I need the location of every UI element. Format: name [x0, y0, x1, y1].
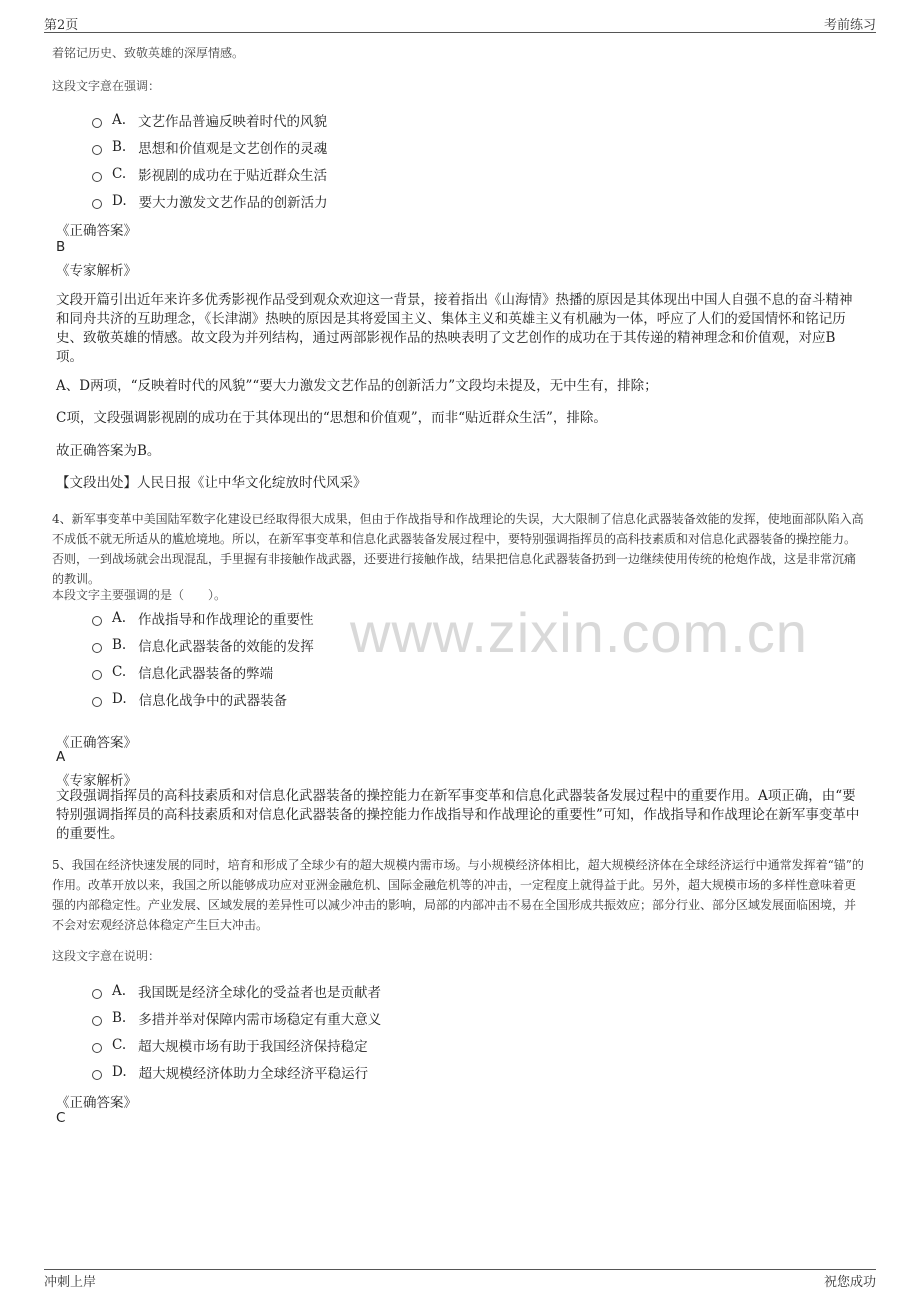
option-letter: C. [112, 1037, 127, 1053]
q5-answer-label: 《正确答案》 [56, 1095, 137, 1111]
header-title: 考前练习 [823, 18, 876, 33]
option-text: 超大规模经济体助力全球经济平稳运行 [138, 1066, 369, 1082]
q5-option-b[interactable] [92, 1007, 381, 1029]
option-letter: D. [112, 1064, 127, 1080]
option-text: 影视剧的成功在于贴近群众生活 [138, 168, 328, 184]
option-letter: B. [112, 637, 127, 653]
radio-icon[interactable] [92, 118, 102, 128]
page-number: 第2页 [44, 18, 79, 33]
radio-icon[interactable] [92, 643, 102, 653]
q4-analysis-paragraph: 文段强调指挥员的高科技素质和对信息化武器装备的操控能力在新军事变革和信息化武器装备发展过程中的重要作用。A项正确，由“要特别强调指挥员的高科技素质和对信息化武器装备的操控能力作战指导和作战理论的重要性”可知，作战指导和作战理论在新军事变革中的重要性。 [56, 788, 860, 842]
option-text: 多措并举对保障内需市场稳定有重大意义 [138, 1012, 382, 1028]
q5-prompt: 这段文字意在说明： [52, 949, 161, 963]
radio-icon[interactable] [92, 1070, 102, 1080]
q3-option-b[interactable] [92, 136, 327, 158]
option-text: 思想和价值观是文艺创作的灵魂 [138, 141, 328, 157]
option-text: 要大力激发文艺作品的创新活力 [138, 195, 328, 211]
option-letter: C. [112, 166, 127, 182]
q3-analysis-paragraph: A、D两项，“反映着时代的风貌”“要大力激发文艺作品的创新活力”文段均未提及，无中生有，排除； [56, 378, 658, 394]
q5-stem: 5、我国在经济快速发展的同时，培育和形成了全球少有的超大规模内需市场。与小规模经济体相比，超大规模经济体在全球经济运行中通常发挥着“锚”的作用。改革开放以来，我国之所以能够成功应对亚洲金融危机、国际金融危机等的冲击，一定程度上就得益于此。另外，超大规模市场的多样性意味着更强的内部稳定性。产业发展、区域发展的差异性可以减少冲击的影响，局部的内部冲击不易在全国形成共振效应；部分行业、部分区域发展面临困境，并不会对宏观经济总体稳定产生巨大冲击。 [52, 858, 864, 932]
radio-icon[interactable] [92, 989, 102, 999]
q3-prompt: 这段文字意在强调： [52, 79, 161, 93]
footer-right-text: 祝您成功 [823, 1275, 876, 1290]
option-text: 我国既是经济全球化的受益者也是贡献者 [138, 985, 382, 1001]
q3-answer: B [56, 239, 66, 255]
q5-option-d[interactable] [92, 1061, 368, 1083]
q4-analysis-label: 《专家解析》 [56, 773, 137, 789]
option-letter: A. [112, 983, 127, 999]
option-letter: C. [112, 664, 127, 680]
q4-option-c[interactable] [92, 661, 273, 683]
header-divider [44, 32, 876, 33]
q3-answer-label: 《正确答案》 [56, 223, 137, 239]
radio-icon[interactable] [92, 616, 102, 626]
radio-icon[interactable] [92, 172, 102, 182]
q3-analysis-paragraph: C项，文段强调影视剧的成功在于其体现出的“思想和价值观”，而非“贴近群众生活”，排除。 [56, 410, 607, 426]
q3-tail-text: 着铭记历史、致敬英雄的深厚情感。 [52, 46, 245, 60]
option-text: 文艺作品普遍反映着时代的风貌 [138, 114, 328, 130]
q5-option-a[interactable] [92, 980, 381, 1002]
watermark: www.zixin.com.cn [350, 601, 808, 664]
option-letter: B. [112, 139, 127, 155]
q3-source: 【文段出处】人民日报《让中华文化绽放时代风采》 [56, 475, 367, 491]
radio-icon[interactable] [92, 1043, 102, 1053]
q4-answer: A [56, 749, 66, 765]
option-text: 作战指导和作战理论的重要性 [138, 612, 314, 628]
q3-option-a[interactable] [92, 109, 327, 131]
option-letter: D. [112, 691, 127, 707]
footer-left-text: 冲刺上岸 [44, 1275, 97, 1290]
option-letter: B. [112, 1010, 127, 1026]
radio-icon[interactable] [92, 670, 102, 680]
q4-option-d[interactable] [92, 688, 287, 710]
option-text: 超大规模市场有助于我国经济保持稳定 [138, 1039, 368, 1055]
q4-option-a[interactable] [92, 607, 314, 629]
q4-prompt: 本段文字主要强调的是（ ）。 [52, 588, 227, 602]
option-letter: A. [112, 112, 127, 128]
radio-icon[interactable] [92, 145, 102, 155]
q5-answer: C [56, 1110, 66, 1126]
radio-icon[interactable] [92, 697, 102, 707]
option-letter: A. [112, 610, 127, 626]
q4-stem: 4、新军事变革中美国陆军数字化建设已经取得很大成果，但由于作战指导和作战理论的失误，大大限制了信息化武器装备效能的发挥，使地面部队陷入高不成低不就无所适从的尴尬境地。所以，在新军事变革和信息化武器装备发展过程中，要特别强调指挥员的高科技素质和对信息化武器装备的操控能力。否则，一到战场就会出现混乱，手里握有非接触作战武器，还要进行接触作战，结果把信息化武器装备扔到一边继续使用传统的枪炮作战，这是非常沉痛的教训。 [52, 512, 864, 586]
q4-option-b[interactable] [92, 634, 314, 656]
option-text: 信息化武器装备的效能的发挥 [138, 639, 314, 655]
radio-icon[interactable] [92, 1016, 102, 1026]
option-text: 信息化武器装备的弊端 [138, 666, 274, 682]
radio-icon[interactable] [92, 199, 102, 209]
q3-analysis-paragraph: 文段开篇引出近年来许多优秀影视作品受到观众欢迎这一背景，接着指出《山海情》热播的原因是其体现出中国人自强不息的奋斗精神和同舟共济的互助理念，《长津湖》热映的原因是其将爱国主义、集体主义和英雄主义有机融为一体，呼应了人们的爱国情怀和铭记历史、致敬英雄的情感。故文段为并列结构，通过两部影视作品的热映表明了文艺创作的成功在于其传递的精神理念和价值观，对应B项。 [56, 292, 853, 365]
option-text: 信息化战争中的武器装备 [138, 693, 288, 709]
q5-option-c[interactable] [92, 1034, 368, 1056]
option-letter: D. [112, 193, 127, 209]
q3-option-c[interactable] [92, 163, 327, 185]
q3-analysis-paragraph: 故正确答案为B。 [56, 443, 161, 459]
q4-answer-label: 《正确答案》 [56, 735, 137, 751]
q3-option-d[interactable] [92, 190, 328, 212]
q3-analysis-label: 《专家解析》 [56, 263, 137, 279]
footer-divider [44, 1269, 876, 1270]
